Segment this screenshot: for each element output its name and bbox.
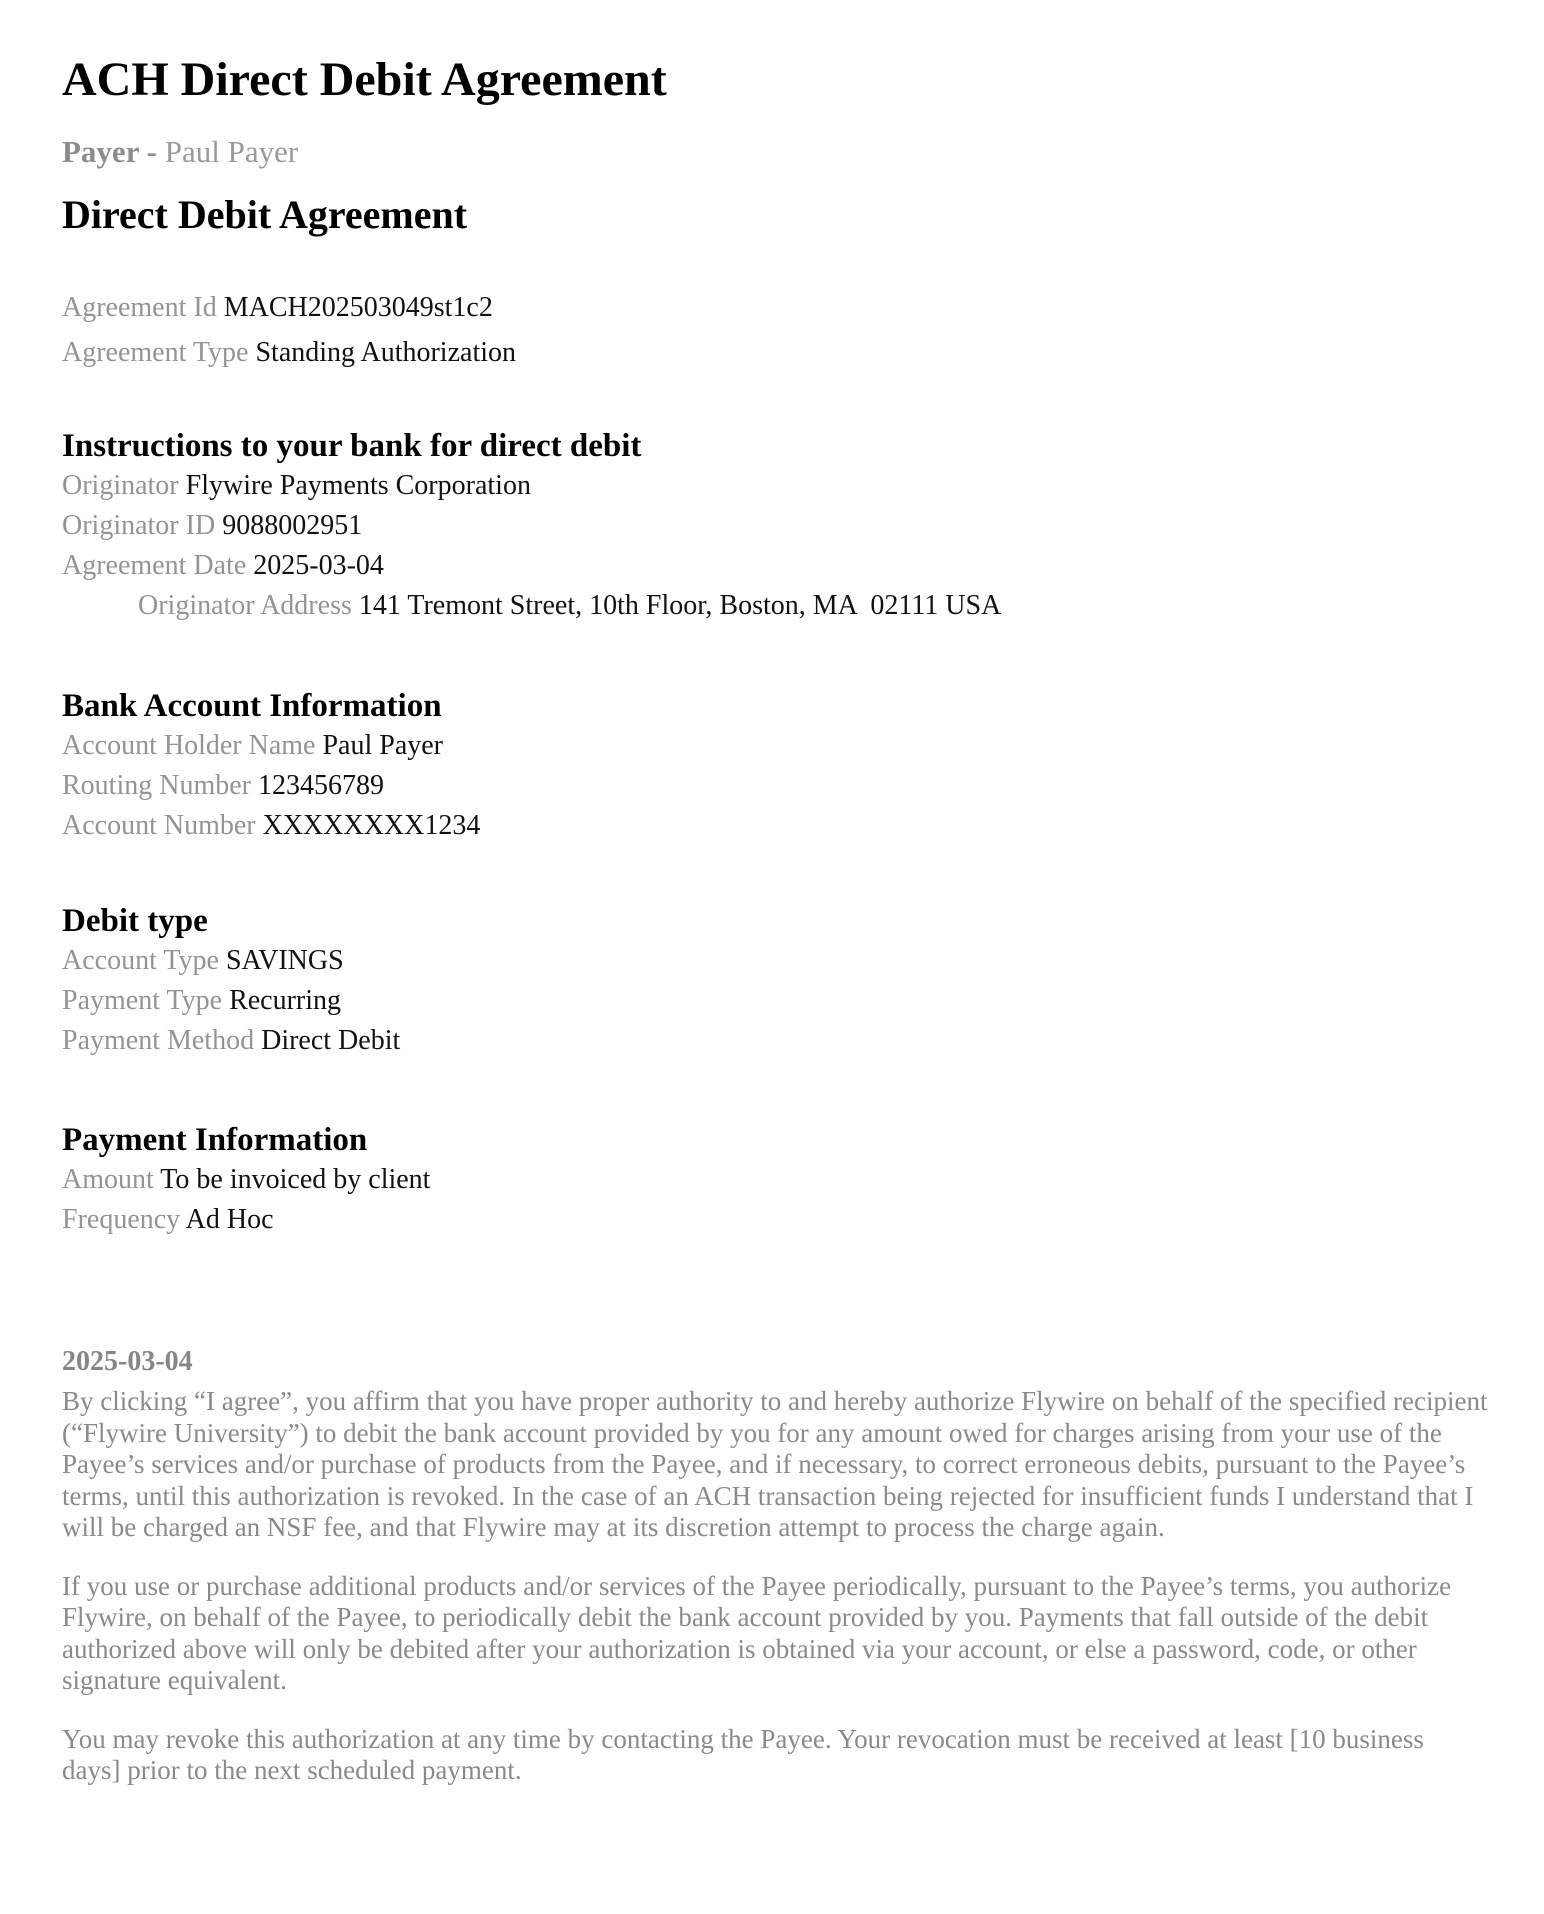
field-label: Originator ID xyxy=(62,510,216,541)
page-title: ACH Direct Debit Agreement xyxy=(62,53,667,106)
field-label: Originator xyxy=(62,470,179,501)
field-row-amount xyxy=(62,1160,1488,1200)
field-row-account-holder xyxy=(62,726,1488,766)
field-row-account-number xyxy=(62,806,1488,846)
field-row-agreement-id xyxy=(62,285,1488,330)
document-subtitle: Direct Debit Agreement xyxy=(62,192,468,237)
field-row-originator-address xyxy=(62,586,1488,626)
section-heading: Payment Information xyxy=(62,1122,368,1158)
section-bank-account xyxy=(62,687,1488,846)
terms-date: 2025-03-04 xyxy=(62,1346,193,1377)
field-value: Recurring xyxy=(229,985,342,1016)
field-value: Direct Debit xyxy=(261,1025,401,1056)
field-label: Frequency xyxy=(62,1204,181,1235)
field-value: 141 Tremont Street, 10th Floor, Boston, MA 02111 USA xyxy=(358,590,1002,621)
field-label: Account Holder Name xyxy=(62,730,316,761)
field-row-payment-method xyxy=(62,1021,1488,1061)
section-heading: Instructions to your bank for direct debit xyxy=(62,428,642,464)
payer-label: Payer - xyxy=(62,134,157,169)
field-value: MACH202503049st1c2 xyxy=(223,292,493,323)
field-row-originator-id xyxy=(62,506,1488,546)
field-value: 123456789 xyxy=(258,770,384,801)
field-value: SAVINGS xyxy=(225,945,344,976)
field-value: Standing Authorization xyxy=(255,337,516,368)
payer-line xyxy=(62,134,1488,170)
field-row-agreement-type xyxy=(62,330,1488,375)
field-row-frequency xyxy=(62,1200,1488,1240)
field-value: To be invoiced by client xyxy=(160,1164,431,1195)
field-label: Account Number xyxy=(62,810,256,841)
field-value: Ad Hoc xyxy=(185,1204,274,1235)
field-row-agreement-date xyxy=(62,546,1488,586)
field-label: Account Type xyxy=(62,945,219,976)
payer-name: Paul Payer xyxy=(164,134,299,169)
field-row-routing-number xyxy=(62,766,1488,806)
section-heading: Bank Account Information xyxy=(62,688,442,724)
field-value: Flywire Payments Corporation xyxy=(185,470,531,501)
field-value: 9088002951 xyxy=(222,510,363,541)
field-label: Payment Type xyxy=(62,985,223,1016)
field-value: 2025-03-04 xyxy=(253,550,384,581)
terms-paragraph: By clicking “I agree”, you affirm that you have proper authority to and hereby authorize Flywire on behalf of the specified recipient (“Flywire University”) to debit the bank account provided by you for any amount owed for charges arising from your use of the Payee’s services and/or purchase of products from the Payee, and if necessary, to correct erroneous debits, pursuant to the Payee’s terms, until this authorization is revoked. In the case of an ACH transaction being rejected for insufficient funds I understand that I will be charged an NSF fee, and that Flywire may at its discretion attempt to process the charge again. xyxy=(62,1386,1488,1542)
terms-paragraph: You may revoke this authorization at any time by contacting the Payee. Your revocation must be received at least [10 business days] prior to the next scheduled payment. xyxy=(62,1723,1424,1785)
field-value: XXXXXXXX1234 xyxy=(262,810,481,841)
field-label: Payment Method xyxy=(62,1025,255,1056)
field-value: Paul Payer xyxy=(322,730,443,761)
field-label: Amount xyxy=(62,1164,154,1195)
terms-paragraph: If you use or purchase additional products and/or services of the Payee periodically, pursuant to the Payee’s terms, you authorize Flywire, on behalf of the Payee, to periodically debit the bank account provided by you. Payments that fall outside of the debit authorized above will only be debited after your authorization is obtained via your account, or else a password, code, or other signature equivalent. xyxy=(62,1570,1452,1695)
terms-block xyxy=(62,1346,1488,1787)
field-row-account-type xyxy=(62,941,1488,981)
section-bank-instructions xyxy=(62,427,1488,626)
section-heading: Debit type xyxy=(62,903,208,939)
section-payment-information xyxy=(62,1121,1488,1240)
section-debit-type xyxy=(62,902,1488,1061)
field-label: Routing Number xyxy=(62,770,251,801)
field-row-originator xyxy=(62,466,1488,506)
agreement-summary xyxy=(62,285,1488,375)
field-label: Agreement Date xyxy=(62,550,247,581)
field-label: Originator Address xyxy=(138,590,352,621)
field-label: Agreement Type xyxy=(62,337,249,368)
field-label: Agreement Id xyxy=(62,292,217,323)
field-row-payment-type xyxy=(62,981,1488,1021)
